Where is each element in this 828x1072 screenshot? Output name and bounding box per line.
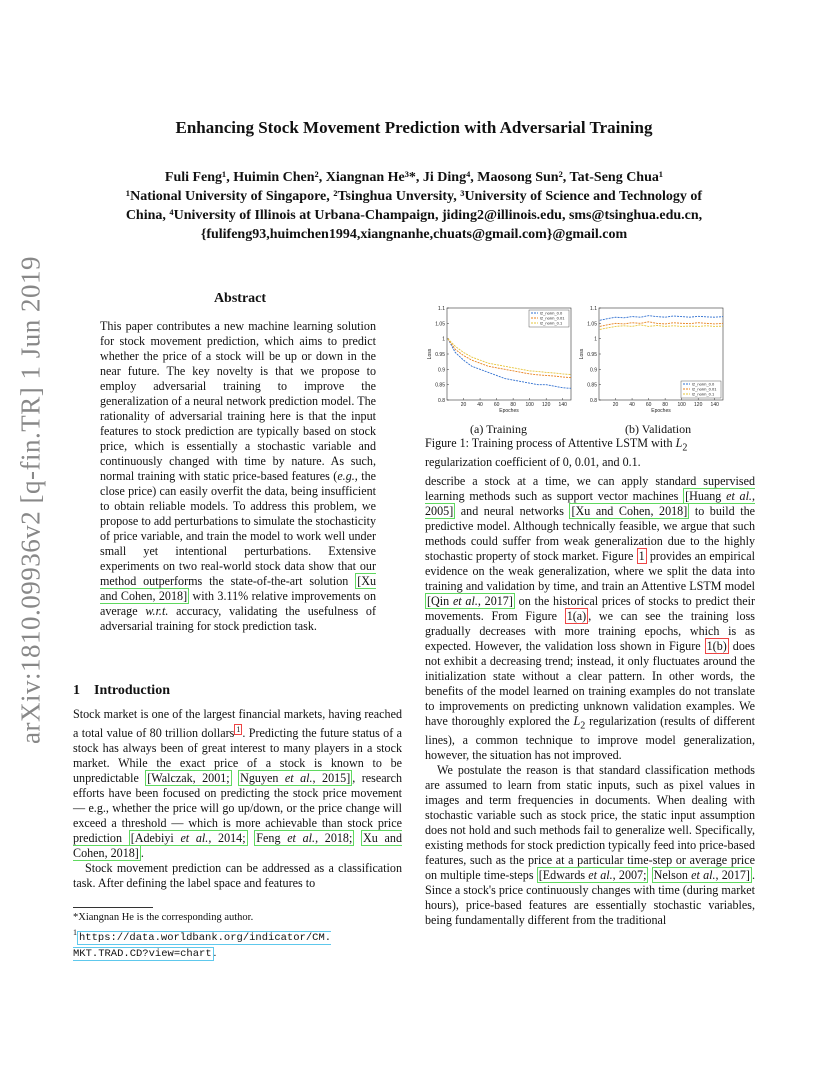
x-tick-label: 20 xyxy=(612,402,619,408)
figure-link[interactable]: 1 xyxy=(638,549,645,563)
y-tick-label: 1.05 xyxy=(587,321,597,328)
footnote-rule xyxy=(73,907,153,908)
author-emails: {fulifeng93,huimchen1994,xiangnanhe,chuats@gmail.com}@gmail.com xyxy=(200,227,628,242)
footnote-1: $^1$ https://data.worldbank.org/indicator/CM. MKT.TRAD.CD?view=chart . xyxy=(73,928,332,960)
footnote-link[interactable]: 1 xyxy=(236,725,241,734)
abstract-heading: Abstract xyxy=(213,291,267,306)
series-line xyxy=(600,325,723,330)
y-tick-label: 1.1 xyxy=(590,306,597,312)
right-paragraph-2: We postulate the reason is that standard classification methods are assumed to learn from static inputs, such as pixel values in images and term frequencies in documents. When dealing with stochastic variable such as stock price, the static input assumption does not hold and such methods fail to generalize well. Specifically, existing methods for stock prediction typically feed into price-based features, such as the price at a particular time-step or average price on multiple time-steps [Edwards et al., 2007; Nelson et al., 2017] . Since a stock's price continuously changes with time (during market hours), price-based features are essentially stochastic variables, being fundamentally different from the traditional xyxy=(425,763,755,928)
y-tick-label: 0.9 xyxy=(438,367,445,374)
author-names: Fuli Feng¹, Huimin Chen², Xiangnan He³*, Ji Ding⁴, Maosong Sun², Tat-Seng Chua¹ xyxy=(164,170,664,185)
x-tick-label: 100 xyxy=(677,402,686,408)
legend-entry: l2_norm_0.0 xyxy=(540,310,563,316)
x-tick-label: 40 xyxy=(629,402,635,408)
citation-link[interactable]: Xu and Cohen, 2018] xyxy=(73,831,402,861)
citation-link[interactable]: Feng et al., 2018; xyxy=(256,831,353,846)
footnotes xyxy=(73,910,413,962)
citation-link[interactable]: [Walczak, 2001; xyxy=(147,771,230,786)
x-tick-label: 40 xyxy=(477,402,483,408)
training-loss-chart xyxy=(425,304,575,418)
x-tick-label: 80 xyxy=(510,402,516,408)
affiliation-line-2: China, ⁴University of Illinois at Urbana-Champaign, jiding2@illinois.edu, sms@tsinghua.edu.cn, xyxy=(125,208,703,223)
y-tick-label: 0.8 xyxy=(438,398,445,404)
figure-link[interactable]: 1(b) xyxy=(706,639,727,653)
x-tick-label: 60 xyxy=(493,402,500,408)
arxiv-id: arXiv:1810.09936v2 [q-fin.TR] 1 Jun 2019 xyxy=(15,256,46,744)
right-paragraph-1: describe a stock at a time, we can apply standard supervised learning methods such as support vector machines [Huang et al., 2005] and neural networks [Xu and Cohen, 2018] to build the predictive model. Although technically feasible, we argue that such methods could suffer from weak generalization due to the highly stochastic property of stock market. Figure 1 provides an empirical evidence on the weak generalization, where we split the data into training and validation by time, and train an Attentive LSTM model [Qin et al., 2017] on the historical prices of stocks to predict their movements. From Figure 1(a) , we can see the training loss gradually decreases with more training epochs, which is as expected. However, the validation loss shown in Figure 1(b) does not exhibit a decreasing trend; instead, it only fluctuates around the initialization state without a clear pattern. In other words, the benefits of the model learned on training examples do not translate to improvements on predicting unknown validation examples. We have thoroughly explored the $L_2$ regularization (results of different lines), a common technique to improve model generalization, however, the situation has not improved. xyxy=(425,474,756,763)
citation-link[interactable]: [Adebiyi et al., 2014; xyxy=(130,831,246,846)
y-tick-label: 1.05 xyxy=(435,321,445,328)
y-tick-label: 1 xyxy=(442,336,445,343)
y-axis-label: Loss xyxy=(579,348,585,360)
y-tick-label: 0.85 xyxy=(435,382,445,389)
y-tick-label: 0.85 xyxy=(587,382,597,389)
author-block xyxy=(70,168,758,244)
y-tick-label: 0.8 xyxy=(590,398,597,404)
intro-paragraph-2: Stock movement prediction can be addressed as a classification task. After defining the label space and features to xyxy=(73,861,402,891)
series-line xyxy=(448,339,571,389)
x-axis-label: Epoches xyxy=(651,408,671,414)
legend-entry: l2_norm_0.01 xyxy=(540,315,565,321)
section-heading-introduction: 1 Introduction xyxy=(73,683,170,698)
x-tick-label: 140 xyxy=(710,402,719,408)
figure-caption: Figure 1: Training process of Attentive LSTM with $L_2$ regularization coefficient of 0, 0.01, and 0.1. xyxy=(425,436,688,470)
x-tick-label: 120 xyxy=(542,402,551,408)
legend-entry: l2_norm_0.1 xyxy=(692,391,715,397)
x-tick-label: 140 xyxy=(558,402,567,408)
citation-link[interactable]: [Edwards et al., 2007; xyxy=(538,868,647,883)
validation-loss-chart xyxy=(577,304,727,418)
citation-link[interactable]: [Huang et al., 2005] xyxy=(425,489,755,518)
series-line xyxy=(448,339,571,375)
figure-1b xyxy=(577,304,727,418)
citation-link[interactable]: [Qin et al., 2017] xyxy=(427,594,513,608)
citation-link[interactable]: Nguyen et al., 2015] xyxy=(240,771,351,786)
abstract-body: This paper contributes a new machine learning solution for stock movement prediction, which aims to predict whether the price of a stock will be up or down in the near future. The key novelty is that we propose to employ adversarial training to improve the generalization of a neural network prediction model. The rationality of adversarial training here is that the input features to stock prediction are typically based on stock price, which is essentially a stochastic variable and continuously changed with time by nature. As such, normal training with static price-based features (e.g., the close price) can easily overfit the data, being insufficient to obtain reliable models. To address this problem, we propose to add perturbations to simulate the stochasticity of price variable, and train the model to work well under small yet intentional perturbations. Extensive experiments on two real-world stock data show that our method outperforms the state-of-the-art solution [Xu and Cohen, 2018] with 3.11% relative improvements on average w.r.t. accuracy, validating the usefulness of adversarial training for stock prediction task. xyxy=(100,319,377,633)
intro-paragraph-1: Stock market is one of the largest financial markets, having reached a total value of 80 trillion dollars $^1$ . Predicting the future status of a stock has always been of great interest to many players in a stock market. While the exact price of a stock is known to be unpredictable [Walczak, 2001; Nguyen et al., 2015] , research efforts have been focused on predicting the stock price movement — e.g., whether the price will go up/down, or the price change will exceed a threshold — which is more achievable than stock price prediction [Adebiyi et al., 2014; Feng et al., 2018; Xu and Cohen, 2018] . xyxy=(73,707,403,861)
citation-link[interactable]: [Xu and Cohen, 2018] xyxy=(571,504,688,518)
paper-title: Enhancing Stock Movement Prediction with Adversarial Training xyxy=(175,118,653,137)
footnote-url-link[interactable]: https://data.worldbank.org/indicator/CM. MKT.TRAD.CD?view=chart xyxy=(73,931,332,960)
legend-entry: l2_norm_0.0 xyxy=(692,381,715,387)
intro-right-column xyxy=(425,474,755,928)
footnote-corresponding: *Xiangnan He is the corresponding author. xyxy=(73,912,254,923)
citation-link[interactable]: [Xu and Cohen, 2018] xyxy=(100,574,376,603)
figure-link[interactable]: 1(a) xyxy=(566,609,587,623)
y-axis-label: Loss xyxy=(427,348,433,360)
y-tick-label: 0.95 xyxy=(435,352,445,358)
x-axis-label: Epoches xyxy=(499,408,519,414)
y-tick-label: 0.9 xyxy=(590,367,597,374)
x-tick-label: 60 xyxy=(645,402,652,408)
citation-link[interactable]: Nelson et al., 2017] xyxy=(653,868,750,883)
y-tick-label: 1.1 xyxy=(438,306,445,312)
arxiv-stamp xyxy=(6,150,56,850)
y-tick-label: 0.95 xyxy=(587,352,597,358)
x-tick-label: 120 xyxy=(694,402,703,408)
affiliation-line-1: ¹National University of Singapore, ²Tsinghua Unversity, ³University of Science and Technology of xyxy=(125,189,703,204)
subcaption-b: (b) Validation xyxy=(625,422,692,436)
figure-1a xyxy=(425,304,575,418)
legend-entry: l2_norm_0.01 xyxy=(692,386,717,392)
x-tick-label: 80 xyxy=(662,402,668,408)
x-tick-label: 100 xyxy=(525,402,534,408)
series-line xyxy=(600,316,723,321)
y-tick-label: 1 xyxy=(594,336,597,343)
x-tick-label: 20 xyxy=(460,402,467,408)
intro-left-column xyxy=(73,707,402,891)
legend-entry: l2_norm_0.1 xyxy=(540,320,563,326)
series-line xyxy=(448,339,571,378)
subcaption-a: (a) Training xyxy=(470,422,527,436)
